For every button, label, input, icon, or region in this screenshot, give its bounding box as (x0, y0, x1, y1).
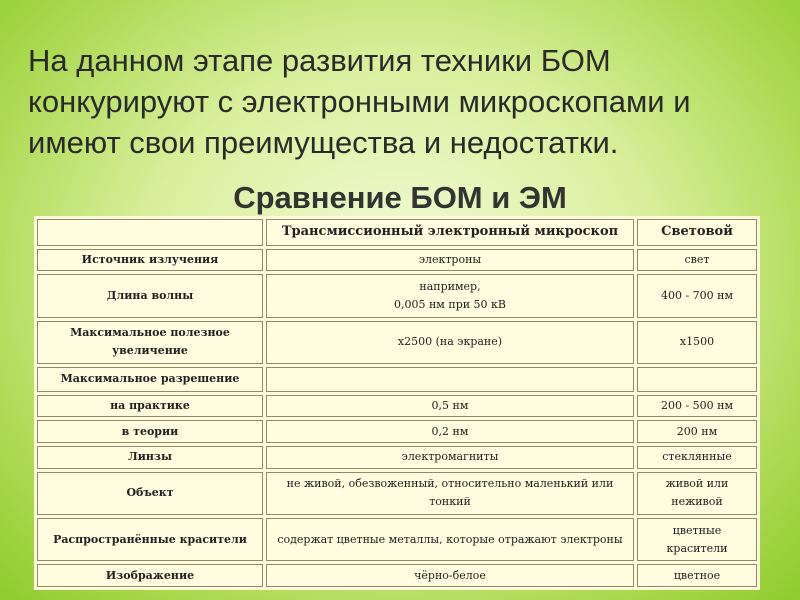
table-row (37, 367, 757, 392)
light-value: 200 - 500 нм (637, 395, 757, 418)
light-value: цветные красители (637, 518, 757, 561)
intro-paragraph (28, 40, 768, 163)
row-label: Изображение (37, 564, 263, 587)
table-row (37, 472, 757, 515)
tem-value: чёрно-белое (266, 564, 634, 587)
table-row (37, 564, 757, 587)
row-label: Объект (37, 472, 263, 515)
tem-value: электромагниты (266, 446, 634, 469)
table-row (37, 395, 757, 418)
comparison-heading: Сравнение БОМ и ЭМ (233, 180, 567, 215)
intro-line-2: конкурируют с электронными микроскопами и (28, 84, 691, 119)
tem-value: электроны (266, 249, 634, 272)
intro-line-1: На данном этапе развития техники БОМ (28, 43, 611, 78)
row-label: Максимальное разрешение (37, 367, 263, 392)
row-label: Линзы (37, 446, 263, 469)
tem-value: например, 0,005 нм при 50 кВ (266, 274, 634, 317)
light-value (637, 367, 757, 392)
row-label: Источник излучения (37, 249, 263, 272)
table-row (37, 518, 757, 561)
tem-value: x2500 (на экране) (266, 321, 634, 364)
row-label: Максимальное полезное увеличение (37, 321, 263, 364)
light-value: x1500 (637, 321, 757, 364)
light-value: свет (637, 249, 757, 272)
header-cell-light: Световой (637, 219, 757, 246)
light-value: живой или неживой (637, 472, 757, 515)
comparison-table-container (34, 216, 760, 590)
table-header-row (37, 219, 757, 246)
table-row (37, 321, 757, 364)
table-row (37, 274, 757, 317)
row-label: в теории (37, 420, 263, 443)
light-value: стеклянные (637, 446, 757, 469)
table-row (37, 249, 757, 272)
tem-value: содержат цветные металлы, которые отражают электроны (266, 518, 634, 561)
tem-value: не живой, обезвоженный, относительно маленький или тонкий (266, 472, 634, 515)
comparison-table (34, 216, 760, 590)
tem-value (266, 367, 634, 392)
intro-line-3: имеют свои преимущества и недостатки. (28, 125, 619, 160)
row-label: на практике (37, 395, 263, 418)
header-cell-empty (37, 219, 263, 246)
light-value: 400 - 700 нм (637, 274, 757, 317)
light-value: цветное (637, 564, 757, 587)
table-row (37, 420, 757, 443)
tem-value: 0,5 нм (266, 395, 634, 418)
tem-value: 0,2 нм (266, 420, 634, 443)
light-value: 200 нм (637, 420, 757, 443)
row-label: Распространённые красители (37, 518, 263, 561)
header-cell-tem: Трансмиссионный электронный микроскоп (266, 219, 634, 246)
table-row (37, 446, 757, 469)
row-label: Длина волны (37, 274, 263, 317)
